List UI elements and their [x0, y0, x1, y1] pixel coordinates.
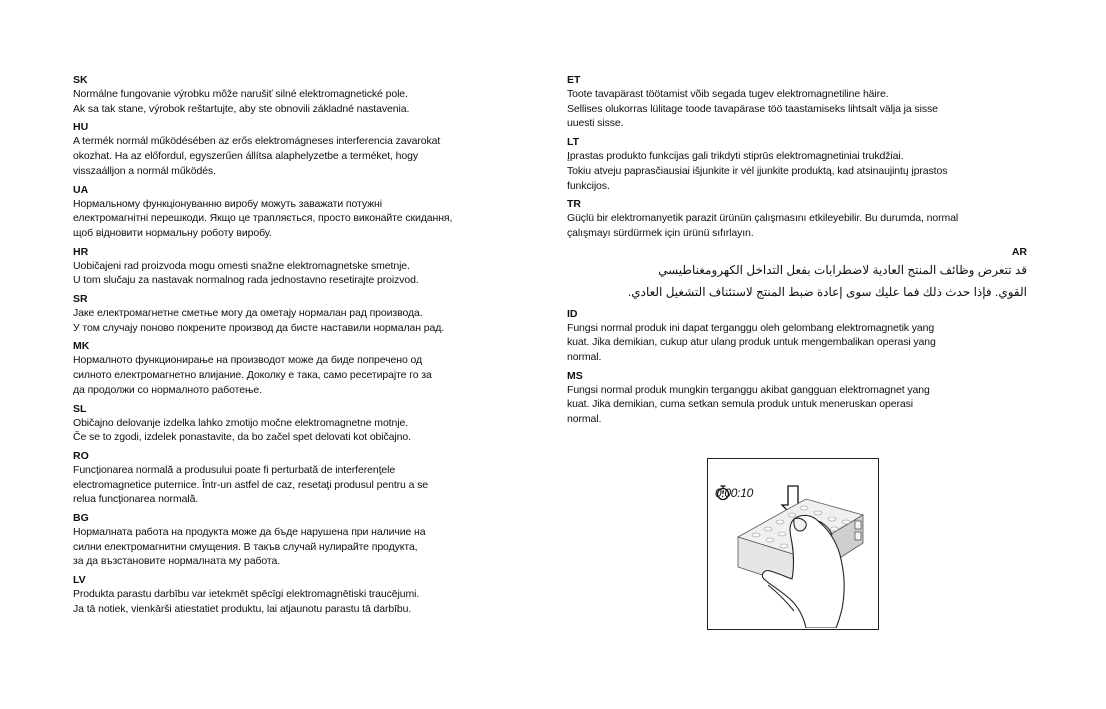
language-code: SL	[73, 402, 87, 415]
section-bg	[73, 512, 533, 569]
section-lv	[73, 574, 533, 616]
section-text: Fungsi normal produk mungkin terganggu akibat gangguan elektromagnet yang kuat. Jika demikian, cuma setkan semula produk untuk meneruskan operasi normal.	[567, 383, 930, 426]
section-text: Įprastas produkto funkcijas gali trikdyti stiprūs elektromagnetiniai trukdžiai. Tokiu atveju paprasčiausiai išjunkite ir vėl įjunkite produktą, kad atsinaujintų įprastos funkcijos.	[567, 150, 948, 192]
section-text: Produkta parastu darbību var ietekmēt spēcīgi elektromagnētiski traucējumi. Ja tā notiek, vienkārši atiestatiet produktu, lai atjaunotu parastu tā darbību.	[73, 588, 420, 615]
section-text: Güçlü bir elektromanyetik parazit ürünün çalışmasını etkileyebilir. Bu durumda, normal çalışmayı sürdürmek için ürünü sıfırlayın.	[567, 212, 959, 239]
language-code: SR	[73, 293, 88, 306]
section-hu	[73, 121, 533, 178]
language-code: MK	[73, 340, 90, 353]
reset-drawing	[708, 459, 877, 628]
section-ua	[73, 184, 533, 241]
section-text: Јаке електромагнетне сметње могу да ометају нормалан рад производа. У том случају поново покрените производ да бисте наставили нормалан рад.	[73, 307, 445, 334]
section-text: Normálne fungovanie výrobku môže narušiť silné elektromagnetické pole. Ak sa tak stane, výrobok reštartujte, aby ste obnovili základné nastavenia.	[73, 88, 410, 115]
section-text: Нормалното функционирање на производот може да биде попречено од силното електромагнетно влијание. Доколку е така, само ресетирајте го за да продолжи со нормалното работење.	[73, 354, 432, 396]
section-text: A termék normál működésében az erős elektromágneses interferencia zavarokat okozhat. Ha az előfordul, egyszerűen állítsa alaphelyzetbe a terméket, hogy visszaálljon a normál működés.	[73, 135, 441, 177]
section-text: Uobičajeni rad proizvoda mogu omesti snažne elektromagnetske smetnje. U tom slučaju za nastavak normalnog rada jednostavno resetirajte proizvod.	[73, 259, 419, 287]
language-code: LV	[73, 574, 86, 587]
section-lt	[567, 136, 1027, 193]
language-code: RO	[73, 449, 89, 462]
section-ro	[73, 450, 533, 507]
section-ar	[567, 246, 1027, 303]
section-text: قد تتعرض وظائف المنتج العادية لاضطرابات بفعل التداخل الكهرومغناطيسي القوي. فإذا حدث ذلك فما عليك سوى إعادة ضبط المنتج لاستئناف التشغيل العادي.	[627, 262, 1027, 299]
language-code: AR	[1011, 245, 1027, 258]
section-mk	[73, 340, 533, 397]
right-column	[567, 74, 1027, 432]
language-code: MS	[567, 369, 583, 382]
language-code: HR	[73, 245, 89, 258]
section-text: Funcţionarea normală a produsului poate fi perturbată de interferenţele electromagnetice puternice. Într-un astfel de caz, resetaţi produsul pentru a se relua funcţionarea normală.	[73, 463, 429, 506]
section-sr	[73, 293, 533, 335]
section-hr	[73, 246, 533, 288]
section-sk	[73, 74, 533, 116]
section-et	[567, 74, 1027, 131]
language-code: SK	[73, 74, 88, 86]
language-code: ET	[567, 74, 581, 86]
section-ms	[567, 370, 1027, 427]
language-code: HU	[73, 121, 89, 134]
language-code: BG	[73, 512, 89, 525]
language-code: UA	[73, 183, 89, 196]
section-text: Običajno delovanje izdelka lahko zmotijo močne elektromagnetne motnje. Če se to zgodi, izdelek ponastavite, da bo začel spet delovati kot običajno.	[73, 416, 411, 444]
section-tr	[567, 198, 1027, 240]
section-text: Нормалната работа на продукта може да бъде нарушена при наличие на силни електромагнитни смущения. В такъв случай нулирайте продукта, за да възстановите нормалната му работа.	[73, 526, 426, 568]
language-code: TR	[567, 198, 581, 211]
section-text: Нормальному функціонуванню виробу можуть заважати потужні електромагнітні перешкоди. Якщо це трапляється, просто виконайте скидання, щоб відновити нормальну роботу виробу.	[73, 197, 453, 239]
language-code: LT	[567, 136, 580, 149]
timer-readout: 0:00:10	[715, 486, 753, 500]
section-text: Fungsi normal produk ini dapat terganggu oleh gelombang elektromagnetik yang kuat. Jika demikian, cukup atur ulang produk untuk mengembalikan operasi yang normal.	[567, 321, 936, 364]
section-sl	[73, 403, 533, 445]
language-code: ID	[567, 307, 578, 320]
left-column	[73, 74, 533, 622]
section-text: Toote tavapärast töötamist võib segada tugev elektromagnetiline häire. Sellises olukorras lülitage toode tavapärase töö taastamiseks lihtsalt välja ja sisse uuesti sisse.	[567, 88, 938, 130]
section-id	[567, 308, 1027, 365]
reset-illustration	[707, 458, 879, 630]
